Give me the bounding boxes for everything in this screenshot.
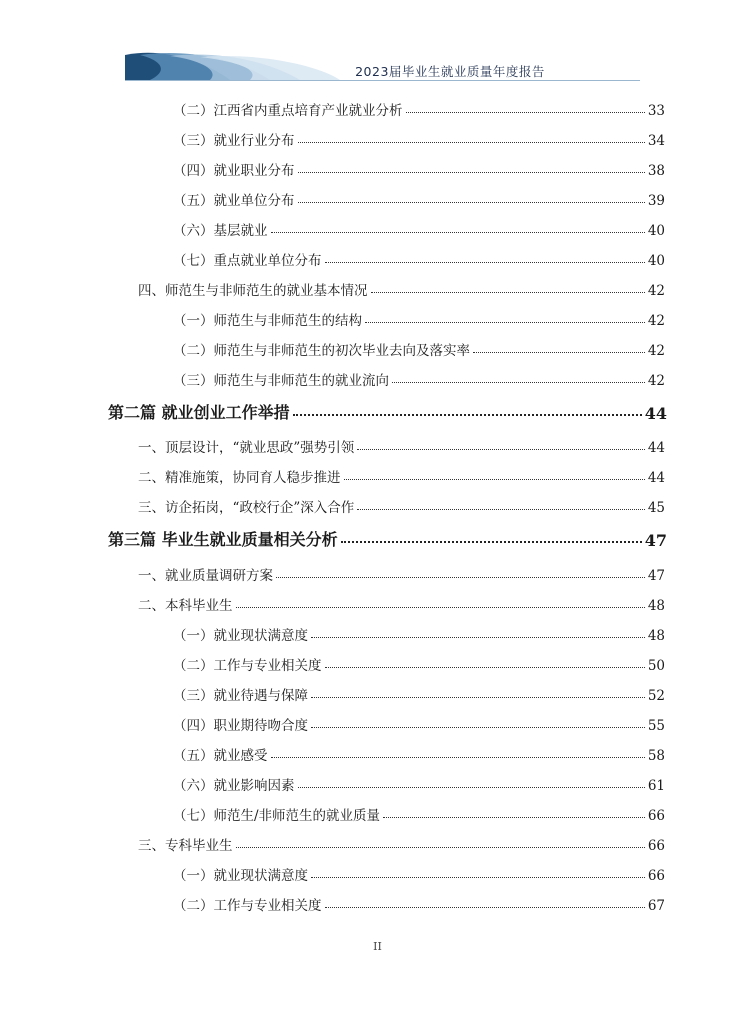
toc-entry-page: 42 (647, 343, 665, 359)
toc-entry[interactable] (173, 710, 665, 734)
toc-entry[interactable] (173, 860, 665, 884)
toc-entry-title: （四）就业职业分布 (173, 163, 295, 179)
toc-dot-leader (325, 906, 645, 908)
toc-entry-page: 40 (647, 253, 665, 269)
toc-entry[interactable] (173, 305, 665, 329)
toc-dot-leader (271, 756, 645, 758)
toc-entry[interactable] (173, 365, 665, 389)
toc-entry[interactable] (138, 432, 665, 456)
toc-dot-leader (357, 448, 645, 450)
header-title: 2023届毕业生就业质量年度报告 (355, 64, 545, 79)
toc-entry-title: 三、访企拓岗，“政校行企”深入合作 (138, 500, 355, 516)
toc-entry-title: （一）师范生与非师范生的结构 (173, 313, 362, 329)
toc-entry-page: 38 (647, 163, 665, 179)
toc-entry-page: 66 (647, 838, 665, 854)
toc-entry[interactable] (173, 680, 665, 704)
toc-entry-page: 44 (647, 470, 665, 486)
toc-entry[interactable] (173, 245, 665, 269)
toc-entry-title: （六）基层就业 (173, 223, 268, 239)
toc-dot-leader (311, 876, 645, 878)
toc-dot-leader (298, 171, 645, 173)
toc-entry-title: （一）就业现状满意度 (173, 628, 308, 644)
toc-entry-title: （二）江西省内重点培育产业就业分析 (173, 103, 403, 119)
toc-entry-title: （一）就业现状满意度 (173, 868, 308, 884)
toc-entry[interactable] (173, 650, 665, 674)
toc-entry-title: 三、专科毕业生 (138, 838, 233, 854)
toc-entry-page: 47 (647, 568, 665, 584)
toc-dot-leader (311, 726, 645, 728)
toc-dot-leader (271, 231, 645, 233)
toc-entry[interactable] (173, 335, 665, 359)
toc-entry[interactable] (173, 155, 665, 179)
toc-dot-leader (236, 846, 645, 848)
toc-entry-title: （三）就业行业分布 (173, 133, 295, 149)
toc-entry-page: 48 (647, 628, 665, 644)
toc-entry-title: （三）师范生与非师范生的就业流向 (173, 373, 389, 389)
page-header (0, 0, 755, 86)
toc-entry-page: 39 (647, 193, 665, 209)
toc-entry[interactable] (173, 185, 665, 209)
toc-entry[interactable] (173, 770, 665, 794)
toc-entry-title: 四、师范生与非师范生的就业基本情况 (138, 283, 368, 299)
toc-dot-leader (365, 321, 645, 323)
toc-entry-title: （二）师范生与非师范生的初次毕业去向及落实率 (173, 343, 470, 359)
toc-dot-leader (311, 636, 645, 638)
toc-entry[interactable] (173, 620, 665, 644)
toc-entry-page: 55 (647, 718, 665, 734)
toc-entry[interactable] (138, 560, 665, 584)
toc-entry-title: （七）重点就业单位分布 (173, 253, 322, 269)
toc-entry-page: 58 (647, 748, 665, 764)
toc-entry-page: 42 (647, 313, 665, 329)
toc-entry-page: 44 (647, 440, 665, 456)
toc-entry-title: （六）就业影响因素 (173, 778, 295, 794)
toc-entry-title: （二）工作与专业相关度 (173, 898, 322, 914)
toc-entry[interactable] (173, 215, 665, 239)
toc-dot-leader (371, 291, 645, 293)
toc-dot-leader (473, 351, 645, 353)
toc-entry-title: 第三篇 毕业生就业质量相关分析 (108, 530, 338, 549)
toc-entry-page: 33 (647, 103, 665, 119)
toc-entry-page: 42 (647, 373, 665, 389)
toc-entry[interactable] (138, 462, 665, 486)
toc-dot-leader (344, 478, 645, 480)
toc-entry[interactable] (138, 492, 665, 516)
toc-entry-title: （四）职业期待吻合度 (173, 718, 308, 734)
toc-entry-page: 52 (647, 688, 665, 704)
toc-entry-title: （五）就业感受 (173, 748, 268, 764)
toc-entry-title: 一、顶层设计，“就业思政”强势引领 (138, 440, 355, 456)
toc-dot-leader (357, 508, 645, 510)
toc-entry-title: 一、就业质量调研方案 (138, 568, 273, 584)
toc-entry-page: 48 (647, 598, 665, 614)
toc-entry-title: （七）师范生/非师范生的就业质量 (173, 808, 381, 824)
toc-entry[interactable] (173, 890, 665, 914)
toc-dot-leader (341, 540, 642, 543)
toc-entry-page: 61 (647, 778, 665, 794)
toc-entry[interactable] (173, 800, 665, 824)
toc-entry-page: 50 (647, 658, 665, 674)
toc-dot-leader (383, 816, 645, 818)
toc-entry-title: （三）就业待遇与保障 (173, 688, 308, 704)
toc-entry[interactable] (173, 125, 665, 149)
toc-entry-title: （五）就业单位分布 (173, 193, 295, 209)
toc-entry[interactable] (173, 95, 665, 119)
toc-entry-page: 66 (647, 808, 665, 824)
toc-dot-leader (325, 261, 645, 263)
toc-entry-page: 44 (644, 404, 667, 423)
toc-entry-page: 34 (647, 133, 665, 149)
toc-dot-leader (392, 381, 645, 383)
toc-entry-page: 40 (647, 223, 665, 239)
toc-entry[interactable] (138, 275, 665, 299)
toc-dot-leader (293, 413, 642, 416)
toc-dot-leader (298, 786, 645, 788)
page-number: II (373, 940, 382, 953)
toc-entry-title: 第二篇 就业创业工作举措 (108, 403, 290, 422)
toc-dot-leader (276, 576, 645, 578)
toc-dot-leader (298, 141, 645, 143)
toc-entry-page: 45 (647, 500, 665, 516)
toc-entry-page: 42 (647, 283, 665, 299)
toc-dot-leader (311, 696, 645, 698)
toc-dot-leader (406, 111, 645, 113)
toc-entry[interactable] (138, 830, 665, 854)
toc-entry-page: 47 (644, 531, 667, 550)
toc-entry[interactable] (138, 590, 665, 614)
toc-entry[interactable] (108, 526, 667, 550)
toc-entry-page: 66 (647, 868, 665, 884)
toc-entry-title: 二、本科毕业生 (138, 598, 233, 614)
toc-entry-page: 67 (647, 898, 665, 914)
toc-entry[interactable] (173, 740, 665, 764)
toc-entry-title: 二、精准施策，协同育人稳步推进 (138, 470, 341, 486)
toc-entry-title: （二）工作与专业相关度 (173, 658, 322, 674)
toc-entry[interactable] (108, 399, 667, 423)
toc-dot-leader (298, 201, 645, 203)
toc-dot-leader (325, 666, 645, 668)
toc-dot-leader (236, 606, 645, 608)
